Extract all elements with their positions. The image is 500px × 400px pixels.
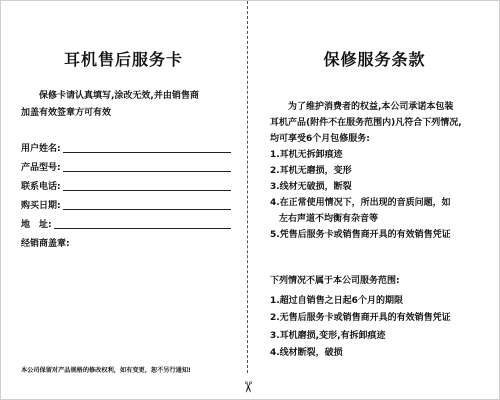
card-title: 耳机售后服务卡: [63, 50, 183, 69]
terms-item: 4.在正常使用情况下，所出现的音质问题，如: [270, 198, 451, 208]
dealer-stamp-field: [21, 232, 231, 251]
terms-item: 5.凭售后服务卡或销售商开具的有效销售凭证: [270, 230, 451, 240]
after-sales-service-card: [1, 1, 246, 399]
dealer-stamp-label: 经销商盖章:: [21, 239, 70, 249]
terms-item: 1.耳机无拆卸痕迹: [270, 150, 343, 160]
product-model-label: 产品型号:: [21, 163, 61, 173]
card-form: [21, 137, 231, 251]
scissors-icon: ✂: [239, 380, 257, 394]
exclusion-item: 2.无售后服务卡或销售商开具的有效销售凭证: [270, 313, 451, 323]
phone-field[interactable]: [21, 175, 231, 194]
user-name-field[interactable]: [21, 137, 231, 156]
purchase-date-field[interactable]: [21, 194, 231, 213]
exclusions-heading: 下列情况不属于本公司服务范围:: [270, 276, 400, 286]
exclusions: [270, 273, 492, 363]
instructions-line-2: 加盖有效签章方可有效: [21, 108, 112, 118]
warranty-terms: [270, 99, 492, 243]
phone-blank[interactable]: [63, 180, 231, 191]
terms-lead-line-2: 耳机产品(附件不在服务范围内)凡符合下列情况,: [270, 118, 462, 128]
terms-item: 3.线材无破损，断裂: [270, 182, 352, 192]
footer-note: 本公司保留对产品规格的修改权利，如有变更，恕不另行通知!: [21, 367, 191, 374]
address-blank[interactable]: [54, 218, 231, 229]
terms-lead-line-3: 均可享受6个月包修服务:: [270, 134, 370, 144]
cut-line: [247, 1, 248, 373]
exclusion-item: 3.耳机磨损,变形,有拆卸痕迹: [270, 330, 386, 341]
exclusion-item: 1.超过自销售之日起6个月的期限: [270, 295, 403, 306]
address-field[interactable]: [21, 213, 231, 232]
exclusion-item: 4.线材断裂，破损: [270, 348, 343, 358]
phone-label: 联系电话:: [21, 182, 61, 192]
address-label: 地 址:: [21, 220, 52, 230]
warranty-terms-panel: [250, 1, 499, 399]
instructions-line-1: 保修卡请认真填写,涂改无效,并由销售商: [39, 91, 199, 101]
card-instructions: [21, 88, 235, 122]
purchase-date-label: 购买日期:: [21, 201, 61, 211]
terms-item: 2.耳机无磨损，变形: [270, 166, 352, 176]
terms-lead-line-1: 为了维护消费者的权益,本公司承诺本包装: [288, 102, 454, 112]
product-model-blank[interactable]: [63, 161, 231, 172]
product-model-field[interactable]: [21, 156, 231, 175]
terms-item-continued: 左右声道不均衡有杂音等: [279, 214, 379, 224]
purchase-date-blank[interactable]: [63, 199, 231, 210]
user-name-label: 用户姓名:: [21, 144, 61, 154]
terms-title: 保修服务条款: [323, 50, 426, 69]
user-name-blank[interactable]: [63, 142, 231, 153]
